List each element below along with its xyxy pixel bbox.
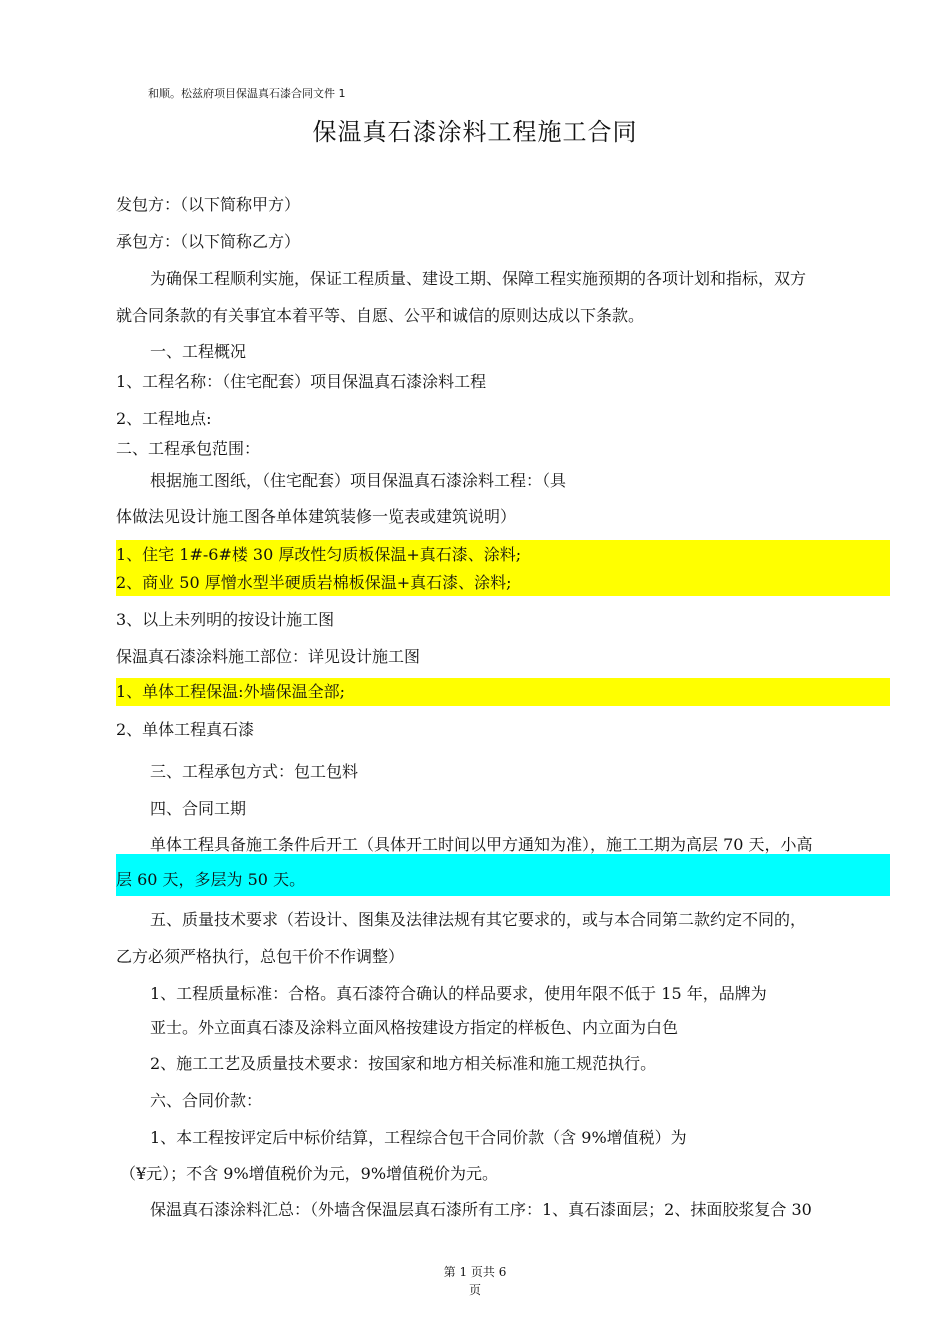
section-5-paragraph-line-2: 乙方必须严格执行，总包干价不作调整） [116,947,405,966]
section-2-item-3: 3、以上未列明的按设计施工图 [116,610,335,629]
intro-paragraph-line-2: 就合同条款的有关事宜本着平等、自愿、公平和诚信的原则达成以下条款。 [116,306,645,325]
section-2-part-1-highlighted: 1、单体工程保温:外墙保温全部; [116,678,890,706]
section-6-paragraph-line-2: （¥元）；不含 9%增值税价为元，9%增值税价为元。 [120,1164,499,1183]
section-6-heading: 六、合同价款： [150,1091,263,1110]
section-2-paragraph-line-2: 体做法见设计施工图各单体建筑装修一览表或建筑说明） [116,507,517,526]
section-1-item-2: 2、工程地点: [116,409,212,428]
header-note: 和顺。松兹府项目保温真石漆合同文件 1 [148,87,346,100]
section-4-heading: 四、合同工期 [150,799,247,818]
section-3-heading: 三、工程承包方式：包工包料 [150,762,359,781]
section-5-item-1-line-1: 1、工程质量标准：合格。真石漆符合确认的样品要求，使用年限不低于 15 年，品牌为 [150,984,767,1003]
section-2-item-1-highlighted: 1、住宅 1#-6#楼 30 厚改性匀质板保温+真石漆、涂料; [116,540,890,570]
section-2-item-2-highlighted: 2、商业 50 厚憎水型半硬质岩棉板保温+真石漆、涂料; [116,570,890,596]
section-2-paragraph-line-1: 根据施工图纸，（住宅配套）项目保温真石漆涂料工程：（具 [150,471,567,490]
section-4-paragraph-line-1: 单体工程具备施工条件后开工（具体开工时间以甲方通知为准），施工工期为高层 70 天，小高 [150,835,813,854]
section-1-item-1: 1、工程名称：（住宅配套）项目保温真石漆涂料工程 [116,372,487,391]
section-1-heading: 一、工程概况 [150,342,247,361]
party-b-line: 承包方：（以下简称乙方） [116,232,301,251]
section-2-heading: 二、工程承包范围： [116,439,261,458]
section-5-item-2: 2、施工工艺及质量技术要求：按国家和地方相关标准和施工规范执行。 [150,1054,657,1073]
section-4-paragraph-line-2-highlighted: 层 60 天，多层为 50 天。 [116,854,890,896]
document-title: 保温真石漆涂料工程施工合同 [312,118,638,146]
page-footer-line-1: 第 1 页共 6 [443,1265,507,1279]
section-2-parts-line: 保温真石漆涂料施工部位：详见设计施工图 [116,647,421,666]
section-6-paragraph-line-1: 1、本工程按评定后中标价结算，工程综合包干合同价款（含 9%增值税）为 [150,1128,687,1147]
section-5-item-1-line-2: 亚士。外立面真石漆及涂料立面风格按建设方指定的样板色、内立面为白色 [150,1018,679,1037]
intro-paragraph-line-1: 为确保工程顺利实施，保证工程质量、建设工期、保障工程实施预期的各项计划和指标，双方 [150,269,807,288]
section-5-paragraph-line-1: 五、质量技术要求（若设计、图集及法律法规有其它要求的，或与本合同第二款约定不同的， [150,910,807,929]
party-a-line: 发包方：（以下简称甲方） [116,195,301,214]
section-2-part-2: 2、单体工程真石漆 [116,720,255,739]
section-6-summary-line: 保温真石漆涂料汇总：（外墙含保温层真石漆所有工序：1、真石漆面层；2、抹面胶浆复合 30 [150,1200,812,1219]
page-footer-line-2: 页 [468,1283,481,1297]
